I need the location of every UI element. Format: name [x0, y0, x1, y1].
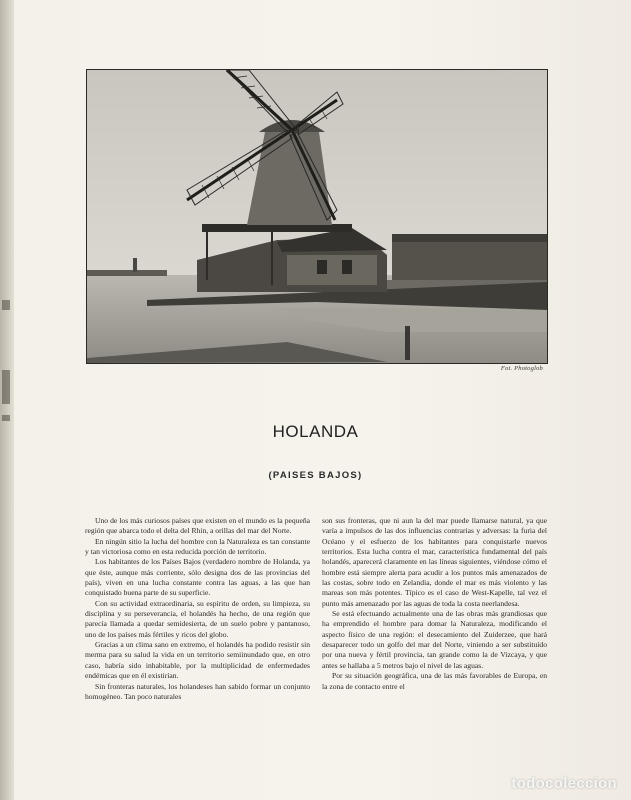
paragraph: Se está efectuando actualmente una de las obras más grandiosas que ha emprendido el hombre para domar la Naturaleza, modificando el aspecto físico de una región: el desecamiento del Zuiderzee, que hará desaparecer todo un golfo del mar del Norte, viniendo a ser substituído por una nueva y fértil provincia, tan grande como la de Vizcaya, y que antes se hallaba a 5 metros bajo el nivel de las aguas. [322, 609, 547, 670]
paragraph: Uno de los más curiosos países que existen en el mundo es la pequeña región que abarca todo el delta del Rhin, a orillas del mar del Norte. [85, 516, 310, 536]
paragraph: Con su actividad extraordinaria, su espíritu de orden, su limpieza, su disciplina y su perseverancia, el holandés ha hecho, de una región que parecía llamada a quedar semidesierta, de un suelo pobre y pantanoso, uno de los países más fértiles y ricos del globo. [85, 598, 310, 639]
edge-mark [2, 415, 10, 421]
text-column-right [322, 516, 547, 692]
edge-mark [2, 370, 10, 404]
paragraph: son sus fronteras, que ni aun la del mar puede llamarse natural, ya que varía a impulsos de las dos influencias contrarias y adversas: la furia del Océano y el esfuerzo de los habitantes para conquistarle nuevos territorios. Esta lucha contra el mar, característica fundamental del país holandés, aparecerá claramente en las líneas siguientes, viéndose cómo el hombre está siempre alerta para acudir a los puntos más amenazados de las costas, sobre todo en Zelandia, donde el mar es más violento y las mareas son más potentes. Típico es el caso de West-Kapelle, tal vez el punto más amenazado por las aguas de toda la costa neerlandesa. [322, 516, 547, 608]
article-title: HOLANDA [272, 422, 359, 441]
edge-mark [2, 300, 10, 310]
paragraph: En ningún sitio la lucha del hombre con la Naturaleza es tan constante y tan victoriosa como en esta reducida porción de territorio. [85, 536, 310, 557]
paragraph: Los habitantes de los Países Bajos (verdadero nombre de Holanda, ya que éste, aunque más corriente, sólo designa dos de las provincias del país), viven en una lucha constante contra las aguas, a las que han conquistado buena parte de su superficie. [85, 557, 310, 598]
text-column-left [85, 516, 310, 702]
page-left-edge [0, 0, 14, 800]
photo-credit: Fot. Photoglob [500, 365, 543, 372]
paragraph: Gracias a un clima sano en extremo, el holandés ha podido resistir sin merma para su salud la vida en un territorio semiinundado que, en otro caso, habría sido inhabitable, por la multiplicidad de enfermedades endémicas que en él existirían. [85, 640, 310, 681]
paragraph: Por su situación geográfica, una de las más favorables de Europa, en la zona de contacto entre el [322, 671, 547, 691]
watermark-logo: todocoleccion [511, 775, 617, 792]
article-subtitle: (PAISES BAJOS) [268, 470, 363, 481]
paragraph: Sin fronteras naturales, los holandeses han sabido formar un conjunto homogéneo. Tan poco naturales [85, 681, 310, 701]
windmill-photo-icon [87, 70, 547, 363]
windmill-photo [86, 69, 548, 364]
